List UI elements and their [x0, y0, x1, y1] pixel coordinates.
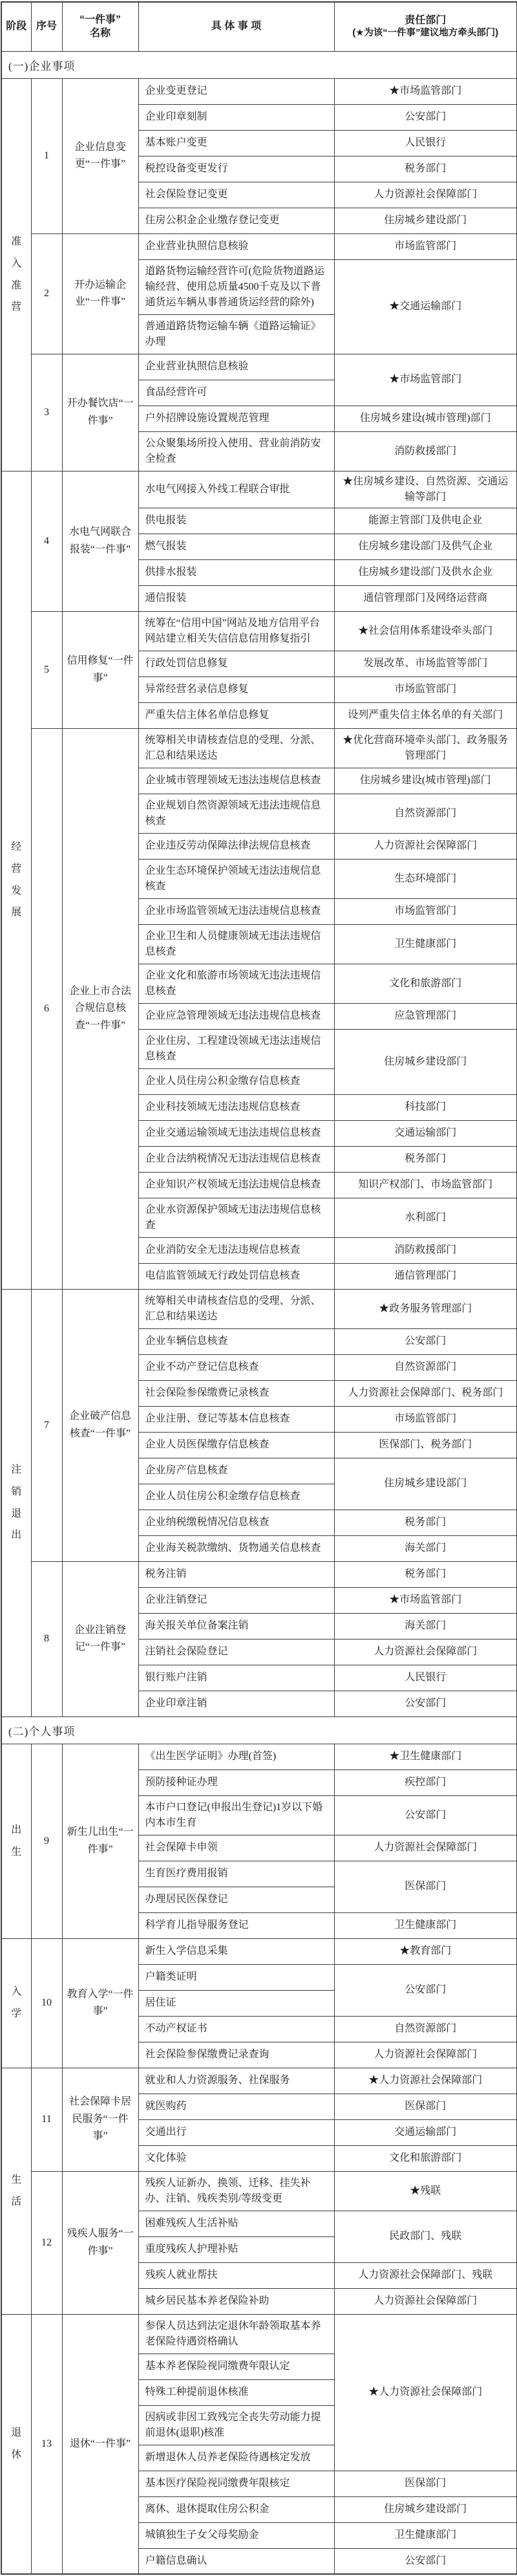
item-name: 税务注销	[138, 1561, 334, 1587]
dept-name: 文化和旅游部门	[334, 2145, 517, 2171]
item-name: 统筹相关申请核查信息的受理、分派、汇总和结果送达	[138, 728, 334, 768]
dept-name: 自然资源部门	[334, 794, 517, 833]
dept-name: 人力资源社会保障部门	[334, 1639, 517, 1665]
item-name: 通信报装	[138, 585, 334, 611]
dept-name: 公安部门	[334, 1691, 517, 1716]
stage-cell	[1, 78, 31, 471]
case-name: 开办餐饮店“一件事”	[62, 354, 138, 471]
dept-name: 公安部门	[334, 104, 517, 130]
item-row	[1, 1744, 517, 1770]
item-name: 企业印章刻制	[138, 104, 334, 130]
item-name: 《出生医学证明》办理(首签)	[138, 1744, 334, 1770]
item-name: 残疾人就业帮扶	[138, 2262, 334, 2288]
dept-name: 公安部门	[334, 2548, 517, 2574]
table-body	[1, 51, 517, 2574]
item-name: 居住证	[138, 1990, 334, 2016]
dept-name: 应急管理部门	[334, 1003, 517, 1029]
item-row	[1, 1561, 517, 1587]
item-name: 企业车辆信息核查	[138, 1328, 334, 1354]
dept-name: 人力资源社会保障部门	[334, 2042, 517, 2068]
item-name: 企业水资源保护领域无违法违规信息核查	[138, 1198, 334, 1237]
dept-name: 市场监管部门	[334, 898, 517, 924]
item-name: 企业应急管理领域无违法违规信息核查	[138, 1003, 334, 1029]
case-number: 3	[31, 354, 62, 471]
dept-name: 公安部门	[334, 1795, 517, 1835]
item-name: 食品经营许可	[138, 380, 334, 406]
item-name: 异常经营名录信息修复	[138, 676, 334, 702]
dept-name: ★政务服务管理部门	[334, 1289, 517, 1328]
dept-name: 交通运输部门	[334, 2119, 517, 2145]
item-name: 住房公积金企业缴存登记变更	[138, 208, 334, 233]
dept-name: ★卫生健康部门	[334, 1744, 517, 1770]
dept-name: 设列严重失信主体名单的有关部门	[334, 702, 517, 728]
dept-name: 民政部门、残联	[334, 2211, 517, 2262]
item-name: 不动产权证书	[138, 2016, 334, 2042]
section-title-row	[1, 51, 517, 78]
item-name: 企业合法纳税情况无违法违规信息核查	[138, 1146, 334, 1172]
section-title-row	[1, 1716, 517, 1744]
item-name: 企业卫生和人员健康领域无违法违规信息核查	[138, 924, 334, 964]
dept-name: 人力资源社会保障部门	[334, 1835, 517, 1861]
dept-name: 税务部门	[334, 1146, 517, 1172]
stage-cell	[1, 1938, 31, 2068]
dept-name: 通信管理部门	[334, 1263, 517, 1289]
dept-name: ★优化营商环境牵头部门、政务服务管理部门	[334, 728, 517, 768]
item-name: 企业人员医保缴存信息核查	[138, 1432, 334, 1458]
case-name: 企业信息变更“一件事”	[62, 78, 138, 233]
item-name: 特殊工种提前退休核准	[138, 2379, 334, 2405]
dept-name: 市场监管部门	[334, 1406, 517, 1432]
item-name: 社会保障卡申领	[138, 1835, 334, 1861]
item-row	[1, 728, 517, 768]
dept-name: 卫生健康部门	[334, 2522, 517, 2548]
item-name: 城乡居民基本养老保险补助	[138, 2288, 334, 2314]
item-row	[1, 2314, 517, 2354]
case-number: 12	[31, 2171, 62, 2314]
item-row	[1, 2171, 517, 2211]
item-row	[1, 78, 517, 104]
dept-name: 海关部门	[334, 1613, 517, 1639]
dept-name: 水利部门	[334, 1198, 517, 1237]
case-name: 水电气网联合报装“一件事”	[62, 471, 138, 611]
item-name: 参保人员达到法定退休年龄领取基本养老保险待遇资格确认	[138, 2314, 334, 2354]
item-name: 严重失信主体名单信息修复	[138, 702, 334, 728]
case-name: 企业破产信息核查“一件事”	[62, 1289, 138, 1561]
item-name: 供排水报装	[138, 559, 334, 585]
item-name: 企业注册、登记等基本信息核查	[138, 1406, 334, 1432]
item-name: 困难残疾人生活补贴	[138, 2211, 334, 2236]
case-number: 1	[31, 78, 62, 233]
item-name: 文化体验	[138, 2145, 334, 2171]
dept-name: ★市场监管部门	[334, 354, 517, 406]
item-name: 企业住房、工程建设领域无违法违规信息核查	[138, 1029, 334, 1068]
stage-cell	[1, 2068, 31, 2314]
item-name: 残疾人证新办、换领、迁移、挂失补办、注销、残疾类别/等级变更	[138, 2171, 334, 2211]
item-name: 企业规划自然资源领域无违法违规信息核查	[138, 794, 334, 833]
dept-name: 人力资源社会保障部门	[334, 2288, 517, 2314]
stage-label: 经营发展	[11, 841, 22, 918]
item-name: 科学育儿指导服务登记	[138, 1912, 334, 1938]
item-name: 道路货物运输经营许可(危险货物道路运输经营、使用总质量4500千克及以下普通货运车辆从事普通货运经营的除外)	[138, 259, 334, 314]
dept-name: 自然资源部门	[334, 1354, 517, 1380]
item-name: 社会保险参保缴费记录查询	[138, 2042, 334, 2068]
item-name: 企业房产信息核查	[138, 1458, 334, 1484]
item-name: 基本医疗保险视同缴费年限核定	[138, 2471, 334, 2496]
header-name	[62, 2, 138, 51]
dept-name: 医保部门	[334, 2094, 517, 2119]
dept-name: ★残联	[334, 2171, 517, 2211]
item-name: 城镇独生子女父母奖励金	[138, 2522, 334, 2548]
section-title: (一)企业事项	[1, 51, 517, 78]
dept-name: 人民银行	[334, 1665, 517, 1691]
header-dept-note: (★为该“一件事”建议地方牵头部门)	[352, 28, 499, 39]
case-name: 社会保障卡居民服务“一件事”	[62, 2068, 138, 2171]
item-name: 离休、退休提取住房公积金	[138, 2496, 334, 2522]
item-name: 企业交通运输领域无违法违规信息核查	[138, 1120, 334, 1146]
case-number: 2	[31, 233, 62, 354]
dept-name: 卫生健康部门	[334, 924, 517, 964]
case-number: 8	[31, 1561, 62, 1716]
dept-name: 医保部门	[334, 1861, 517, 1912]
case-number: 4	[31, 471, 62, 611]
item-name: 生育医疗费用报销	[138, 1861, 334, 1887]
header-number: 序号	[31, 2, 62, 51]
dept-name: 知识产权部门、市场监管部门	[334, 1172, 517, 1198]
item-name: 企业知识产权领域无违法违规信息核查	[138, 1172, 334, 1198]
item-name: 基本账户变更	[138, 130, 334, 156]
item-name: 本市户口登记(申报出生登记)1岁以下婚内本市生育	[138, 1795, 334, 1835]
dept-name: 消防救援部门	[334, 1237, 517, 1263]
item-row	[1, 471, 517, 508]
dept-name: 税务部门	[334, 1561, 517, 1587]
stage-label: 生活	[11, 2174, 22, 2207]
dept-name: 人民银行	[334, 130, 517, 156]
item-name: 海关报关单位备案注销	[138, 1613, 334, 1639]
dept-name: ★住房城乡建设、自然资源、交通运输等部门	[334, 471, 517, 508]
item-name: 企业文化和旅游市场领域无违法违规信息核查	[138, 964, 334, 1003]
item-name: 企业注销登记	[138, 1587, 334, 1613]
dept-name: 住房城乡建设部门	[334, 2496, 517, 2522]
one-thing-services-table	[1, 1, 517, 2575]
item-row	[1, 1938, 517, 1964]
header-dept-title: 责任部门	[405, 14, 447, 26]
item-name: 基本养老保险视同缴费年限认定	[138, 2354, 334, 2379]
item-name: 户外招牌设施设置规范管理	[138, 406, 334, 431]
case-number: 6	[31, 728, 62, 1289]
item-name: 交通出行	[138, 2119, 334, 2145]
item-name: 企业市场监管领域无违法违规信息核查	[138, 898, 334, 924]
dept-name: 人力资源社会保障部门、税务部门	[334, 1380, 517, 1406]
item-row	[1, 1289, 517, 1328]
dept-name: 住房城乡建设部门及供气企业	[334, 534, 517, 559]
item-row	[1, 2068, 517, 2094]
item-name: 企业消防安全无违法违规信息核查	[138, 1237, 334, 1263]
case-number: 7	[31, 1289, 62, 1561]
item-name: 企业不动产登记信息核查	[138, 1354, 334, 1380]
item-name: 就业和人力资源服务、社保服务	[138, 2068, 334, 2094]
dept-name: ★人力资源社会保障部门	[334, 2314, 517, 2471]
item-name: 户籍类证明	[138, 1964, 334, 1990]
dept-name: 科技部门	[334, 1094, 517, 1120]
item-name: 企业违反劳动保障法律法规信息核查	[138, 833, 334, 859]
item-row	[1, 354, 517, 380]
stage-cell	[1, 1289, 31, 1716]
case-number: 9	[31, 1744, 62, 1938]
item-name: 公众聚集场所投入使用、营业前消防安全检查	[138, 431, 334, 471]
item-name: 统筹在“信用中国”网站及地方信用平台网站建立相关失信信息信用修复指引	[138, 611, 334, 651]
item-name: 企业人员住房公积金缴存信息核查	[138, 1068, 334, 1094]
case-name: 退休“一件事”	[62, 2314, 138, 2574]
item-name: 企业营业执照信息核验	[138, 233, 334, 259]
item-name: 企业生态环境保护领域无违法违规信息核查	[138, 859, 334, 898]
dept-name: 消防救援部门	[334, 431, 517, 471]
item-name: 水电气网接入外线工程联合审批	[138, 471, 334, 508]
item-name: 办理居民医保登记	[138, 1887, 334, 1912]
dept-name: ★社会信用体系建设牵头部门	[334, 611, 517, 651]
dept-name: 税务部门	[334, 1510, 517, 1535]
dept-name: 住房城乡建设部门及供水企业	[334, 559, 517, 585]
item-name: 银行账户注销	[138, 1665, 334, 1691]
dept-name: ★人力资源社会保障部门	[334, 2068, 517, 2094]
stage-cell	[1, 1744, 31, 1938]
table-header	[1, 2, 517, 51]
case-number: 13	[31, 2314, 62, 2574]
item-name: 因病或非因工致残完全丧失劳动能力提前退休(退职)核准	[138, 2405, 334, 2445]
header-stage: 阶段	[1, 2, 31, 51]
stage-label: 准入准营	[11, 236, 22, 313]
item-name: 行政处罚信息修复	[138, 651, 334, 676]
section-title: (二)个人事项	[1, 1716, 517, 1744]
stage-label: 注销退出	[11, 1464, 22, 1541]
item-name: 社会保险登记变更	[138, 182, 334, 208]
item-name: 供电报装	[138, 508, 334, 534]
stage-cell	[1, 2314, 31, 2574]
dept-name: 通信管理部门及网络运营商	[334, 585, 517, 611]
case-name: 教育入学“一件事”	[62, 1938, 138, 2068]
case-name: 新生儿出生“一件事”	[62, 1744, 138, 1938]
case-number: 10	[31, 1938, 62, 2068]
item-name: 新增退休人员养老保险待遇核定发放	[138, 2445, 334, 2471]
dept-name: 公安部门	[334, 1328, 517, 1354]
item-name: 重度残疾人护理补贴	[138, 2236, 334, 2262]
header-row	[1, 2, 517, 51]
case-number: 11	[31, 2068, 62, 2171]
dept-name: 卫生健康部门	[334, 1912, 517, 1938]
dept-name: 公安部门	[334, 1964, 517, 2016]
dept-name: 发展改革、市场监管等部门	[334, 651, 517, 676]
dept-name: 住房城乡建设部门	[334, 1458, 517, 1510]
dept-name: 医保部门、税务部门	[334, 1432, 517, 1458]
dept-name: 住房城乡建设部门	[334, 208, 517, 233]
header-items: 具 体 事 项	[138, 2, 334, 51]
dept-name: 人力资源社会保障部门	[334, 182, 517, 208]
item-name: 普通道路货物运输车辆《道路运输证》办理	[138, 314, 334, 354]
case-name: 残疾人服务“一件事”	[62, 2171, 138, 2314]
dept-name: 市场监管部门	[334, 233, 517, 259]
case-name: 企业上市合法合规信息核查“一件事”	[62, 728, 138, 1289]
stage-cell	[1, 471, 31, 1289]
dept-name: 疾控部门	[334, 1770, 517, 1795]
dept-name: 住房城乡建设(城市管理)部门	[334, 768, 517, 794]
dept-name: 住房城乡建设部门	[334, 1029, 517, 1094]
dept-name: 海关部门	[334, 1535, 517, 1561]
dept-name: ★交通运输部门	[334, 259, 517, 354]
dept-name: 交通运输部门	[334, 1120, 517, 1146]
dept-name: 住房城乡建设(城市管理)部门	[334, 406, 517, 431]
item-name: 企业海关税款缴纳、货物通关信息核查	[138, 1535, 334, 1561]
item-name: 新生入学信息采集	[138, 1938, 334, 1964]
dept-name: 医保部门	[334, 2471, 517, 2496]
dept-name: ★教育部门	[334, 1938, 517, 1964]
dept-name: 人力资源社会保障部门	[334, 833, 517, 859]
stage-label: 出生	[11, 1824, 22, 1857]
case-name: 开办运输企业“一件事”	[62, 233, 138, 354]
stage-label: 退休	[11, 2427, 22, 2460]
item-row	[1, 233, 517, 259]
header-dept	[334, 2, 517, 51]
header-name-line2: 名称	[89, 28, 111, 39]
dept-name: 人力资源社会保障部门、残联	[334, 2262, 517, 2288]
item-name: 企业城市管理领域无违法违规信息核查	[138, 768, 334, 794]
item-name: 企业变更登记	[138, 78, 334, 104]
dept-name: 市场监管部门	[334, 676, 517, 702]
item-row	[1, 611, 517, 651]
stage-label: 入学	[11, 1986, 22, 2019]
item-name: 税控设备变更发行	[138, 156, 334, 182]
item-name: 统筹相关申请核查信息的受理、分派、汇总和结果送达	[138, 1289, 334, 1328]
item-name: 企业纳税缴税情况信息核查	[138, 1510, 334, 1535]
case-name: 信用修复“一件事”	[62, 611, 138, 728]
dept-name: 税务部门	[334, 156, 517, 182]
item-name: 燃气报装	[138, 534, 334, 559]
item-name: 电信监管领域无行政处罚信息核查	[138, 1263, 334, 1289]
dept-name: 能源主管部门及供电企业	[334, 508, 517, 534]
item-name: 企业营业执照信息核验	[138, 354, 334, 380]
item-name: 企业印章注销	[138, 1691, 334, 1716]
case-number: 5	[31, 611, 62, 728]
dept-name: 文化和旅游部门	[334, 964, 517, 1003]
item-name: 户籍信息确认	[138, 2548, 334, 2574]
case-name: 企业注销登记“一件事”	[62, 1561, 138, 1716]
item-name: 企业人员住房公积金缴存信息核查	[138, 1484, 334, 1510]
item-name: 社会保险参保缴费记录核查	[138, 1380, 334, 1406]
item-name: 预防接种证办理	[138, 1770, 334, 1795]
dept-name: ★市场监管部门	[334, 1587, 517, 1613]
dept-name: 生态环境部门	[334, 859, 517, 898]
item-name: 就医购药	[138, 2094, 334, 2119]
item-name: 企业科技领域无违法违规信息核查	[138, 1094, 334, 1120]
dept-name: 自然资源部门	[334, 2016, 517, 2042]
item-name: 注销社会保险登记	[138, 1639, 334, 1665]
header-name-line1: “一件事”	[79, 14, 121, 25]
dept-name: ★市场监管部门	[334, 78, 517, 104]
